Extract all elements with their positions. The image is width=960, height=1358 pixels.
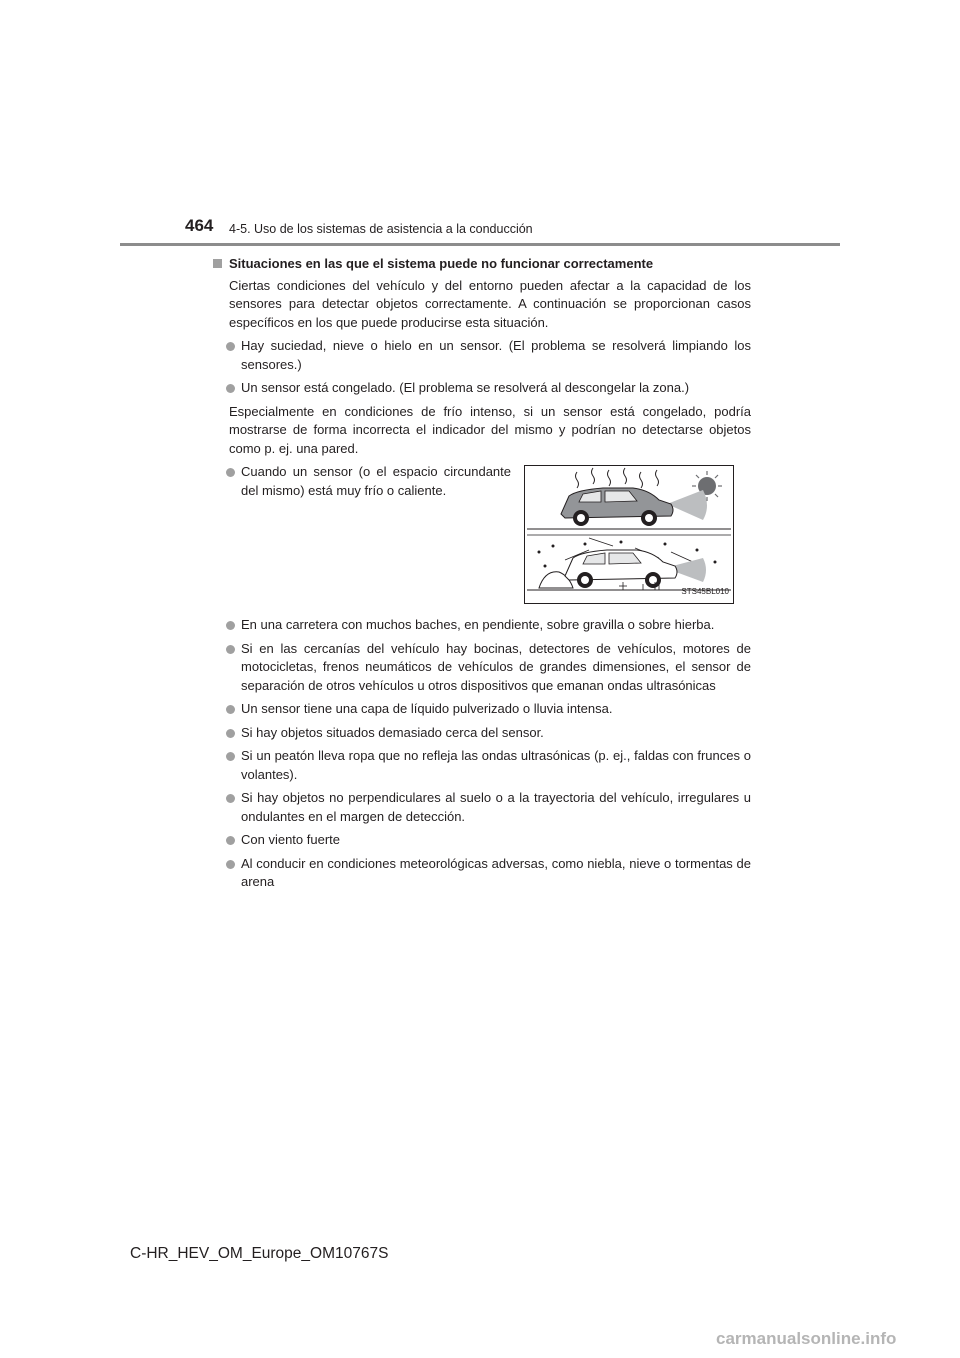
intro-paragraph: Ciertas condiciones del vehículo y del entorno pueden afectar a la capacidad de los sensores para detectar objetos correctamente. A continuación se proporcionan casos específicos en los que puede producirse esta situación. — [229, 277, 751, 330]
list-item-text: Cuando un sensor (o el espacio circundante del mismo) está muy frío o caliente. — [241, 464, 511, 498]
list-item — [229, 724, 751, 743]
list-item — [229, 616, 751, 635]
list-item-text: Si hay objetos no perpendiculares al suelo o a la trayectoria del vehículo, irregulares u ondulantes en el margen de detección. — [241, 790, 751, 824]
list-item-text: Si en las cercanías del vehículo hay bocinas, detectores de vehículos, motores de motocicletas, frenos neumáticos de vehículos de grandes dimensiones, el sensor de separación de otros vehículos u otros dispositivos que emanan ondas ultrasónicas — [241, 640, 751, 693]
list-item — [229, 747, 751, 784]
note-paragraph: Especialmente en condiciones de frío intenso, si un sensor está congelado, podría mostrarse de forma incorrecta el indicador del mismo y podrían no detectarse objetos como p. ej. una pared. — [229, 403, 751, 456]
list-item — [229, 379, 751, 398]
sensor-beam-icon — [667, 490, 707, 520]
heat-wave-icon — [576, 468, 659, 488]
car-icon — [561, 488, 673, 526]
list-item — [229, 700, 751, 719]
bullet-dot-icon — [226, 729, 235, 738]
list-item-text: Un sensor está congelado. (El problema se resolverá al descongelar la zona.) — [241, 380, 690, 395]
list-item — [229, 337, 751, 374]
bullet-dot-icon — [226, 468, 235, 477]
bullet-dot-icon — [226, 752, 235, 761]
bullet-dot-icon — [226, 621, 235, 630]
section-heading — [211, 255, 751, 274]
list-item-text: Hay suciedad, nieve o hielo en un sensor. (El problema se resolverá limpiando los sensores.) — [241, 338, 751, 372]
figure-row — [211, 463, 751, 613]
bullet-dot-icon — [226, 836, 235, 845]
list-item-text: Si hay objetos situados demasiado cerca del sensor. — [241, 724, 544, 740]
document-code: C-HR_HEV_OM_Europe_OM10767S — [130, 1245, 389, 1262]
list-item — [229, 855, 751, 892]
list-item-text: Con viento fuerte — [241, 832, 341, 847]
header-divider — [120, 243, 840, 246]
illustration-frame — [524, 465, 734, 604]
car-icon — [565, 550, 677, 588]
list-item-text: Un sensor tiene una capa de líquido pulverizado o lluvia intensa. — [241, 701, 613, 716]
page-number: 464 — [185, 216, 214, 235]
list-item — [229, 463, 511, 500]
main-content — [211, 255, 751, 897]
bullet-dot-icon — [226, 794, 235, 803]
bullet-dot-icon — [226, 645, 235, 654]
figure-code: STS45BL010 — [681, 586, 729, 596]
section-title: 4-5. Uso de los sistemas de asistencia a la conducción — [229, 222, 533, 236]
bullet-dot-icon — [226, 705, 235, 714]
square-bullet-icon — [213, 259, 222, 268]
watermark: carmanualsonline.info — [716, 1329, 897, 1348]
bullet-dot-icon — [226, 384, 235, 393]
list-item-text: Si un peatón lleva ropa que no refleja las ondas ultrasónicas (p. ej., faldas con frunces o volantes). — [241, 748, 751, 782]
section-heading-text: Situaciones en las que el sistema puede no funcionar correctamente — [229, 256, 654, 271]
list-item — [229, 831, 751, 850]
list-item — [229, 789, 751, 826]
bullet-dot-icon — [226, 342, 235, 351]
bullet-dot-icon — [226, 860, 235, 869]
list-item-text: Al conducir en condiciones meteorológicas adversas, como niebla, nieve o tormentas de arena — [241, 855, 751, 889]
list-item-text: En una carretera con muchos baches, en pendiente, sobre gravilla o sobre hierba. — [241, 617, 715, 632]
list-item — [229, 640, 751, 696]
